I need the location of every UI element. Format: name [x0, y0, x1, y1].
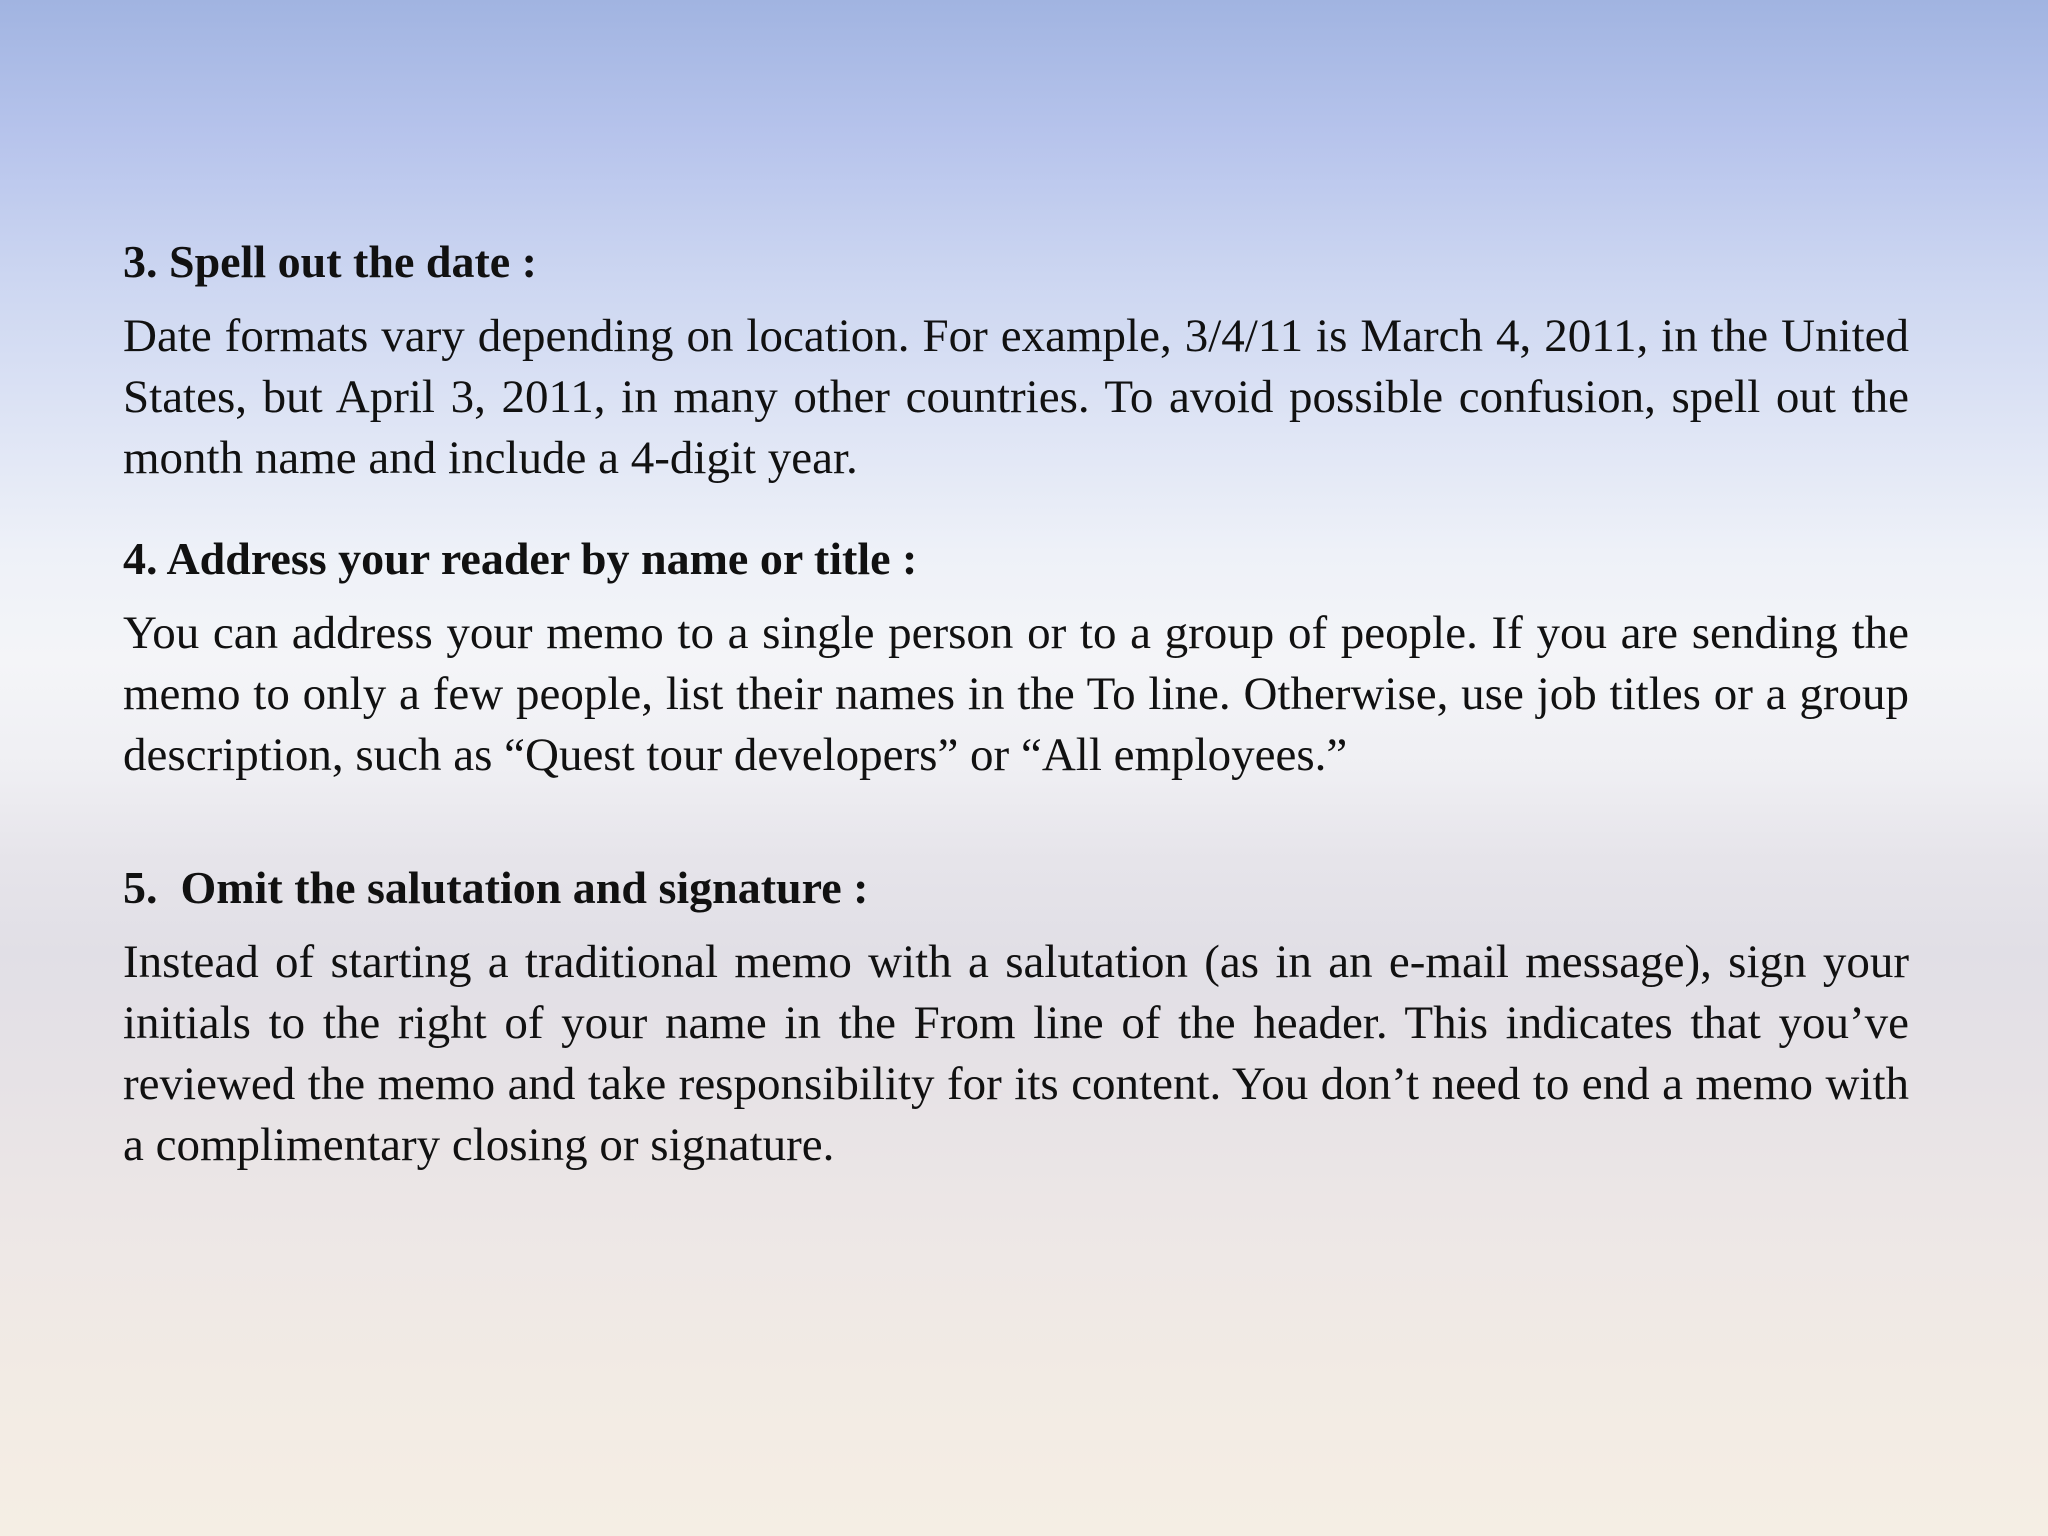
section-body: You can address your memo to a single person or to a group of people. If you are sending the memo to only a few people, list their names in the To line. Otherwise, use job titles or a group description, such as “Quest tour developers” or “All employees.”	[123, 607, 1909, 781]
section-heading: 3. Spell out the date :	[123, 236, 537, 287]
section-omit-salutation	[123, 858, 1909, 1176]
section-address-reader	[123, 529, 1909, 786]
section-body: Instead of starting a traditional memo with a salutation (as in an e-mail message), sign your initials to the right of your name in the From line of the header. This indicates that you’ve reviewed the memo and take responsibility for its content. You don’t need to end a memo with a complimentary closing or signature.	[123, 936, 1909, 1171]
slide-content	[123, 232, 1909, 1176]
section-body: Date formats vary depending on location. For example, 3/4/11 is March 4, 2011, in the United States, but April 3, 2011, in many other countries. To avoid possible confusion, spell out the month name and include a 4-digit year.	[123, 310, 1909, 484]
section-spell-out-date	[123, 232, 1909, 489]
section-heading: 5. Omit the salutation and signature :	[123, 862, 869, 913]
section-heading: 4. Address your reader by name or title :	[123, 533, 918, 584]
